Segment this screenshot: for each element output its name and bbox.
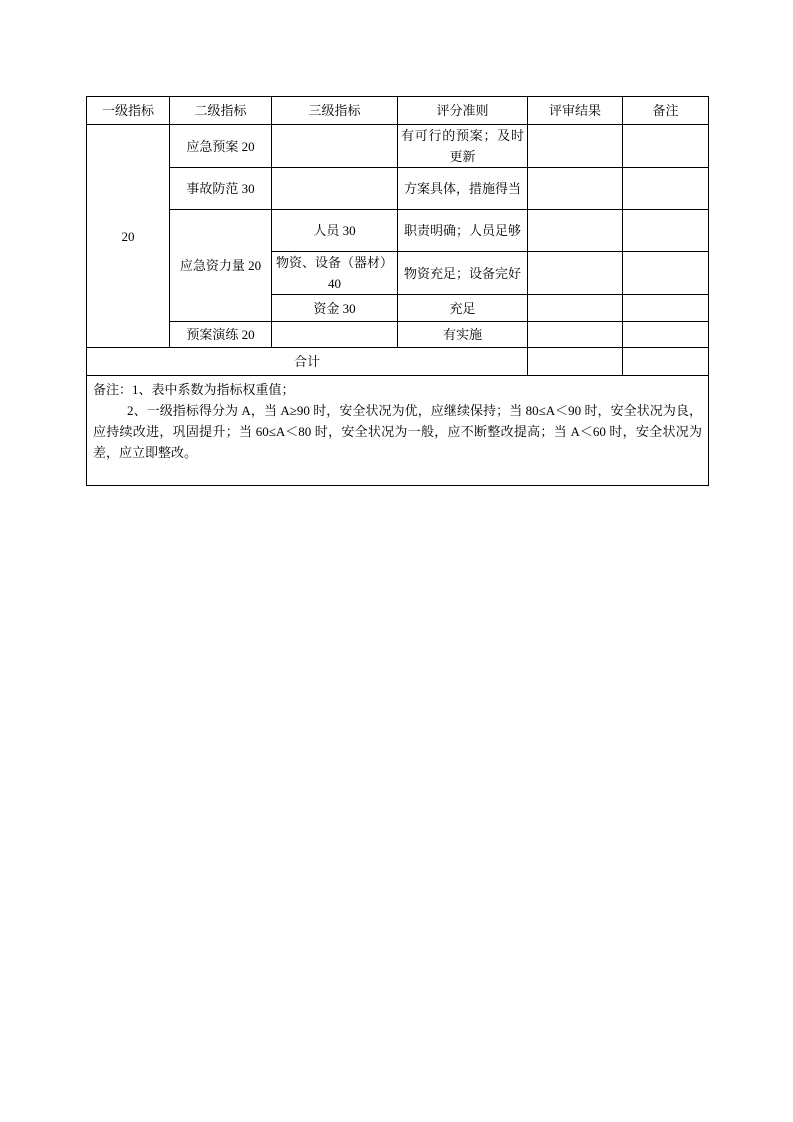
remark-cell[interactable] — [623, 125, 709, 168]
level3-cell: 人员 30 — [272, 210, 398, 252]
criteria-cell: 有实施 — [398, 322, 528, 348]
result-cell[interactable] — [528, 252, 623, 295]
result-cell[interactable] — [528, 168, 623, 210]
total-result-cell[interactable] — [528, 348, 623, 376]
note-line-2-wrap — [93, 400, 702, 463]
result-cell[interactable] — [528, 322, 623, 348]
notes-cell — [87, 376, 709, 486]
remark-cell[interactable] — [623, 252, 709, 295]
level3-cell — [272, 125, 398, 168]
level2-cell: 预案演练 20 — [170, 322, 272, 348]
remark-cell[interactable] — [623, 322, 709, 348]
note-line-2: 2、一级指标得分为 A，当 A≥90 时，安全状况为优，应继续保持；当 80≤A＜90 时，安全状况为良，应持续改进，巩固提升；当 60≤A＜80 时，安全状况为一般，应不断整改提高；当 A＜60 时，安全状况为差，应立即整改。 — [93, 403, 702, 460]
header-level3: 三级指标 — [272, 97, 398, 125]
criteria-text: 物资充足；设备完好 — [403, 265, 521, 281]
criteria-cell — [398, 125, 528, 168]
table-header-row — [87, 97, 709, 125]
header-remark: 备注 — [623, 97, 709, 125]
result-cell[interactable] — [528, 210, 623, 252]
level2-cell: 应急预案 20 — [170, 125, 272, 168]
evaluation-table — [86, 96, 709, 486]
table-row — [87, 168, 709, 210]
total-row — [87, 348, 709, 376]
remark-cell[interactable] — [623, 295, 709, 322]
header-level2: 二级指标 — [170, 97, 272, 125]
remark-cell[interactable] — [623, 210, 709, 252]
result-cell[interactable] — [528, 125, 623, 168]
note-line-1: 备注：1、表中系数为指标权重值； — [93, 382, 295, 397]
criteria-cell — [398, 210, 528, 252]
criteria-text: 有可行的预案；及时更新 — [401, 128, 524, 164]
header-result: 评审结果 — [528, 97, 623, 125]
criteria-text: 职责明确；人员足够 — [403, 223, 521, 238]
total-label: 合计 — [87, 348, 528, 376]
level1-score: 20 — [87, 125, 170, 348]
criteria-cell: 充足 — [398, 295, 528, 322]
level2-cell: 应急资力量 20 — [170, 210, 272, 322]
level2-cell: 事故防范 30 — [170, 168, 272, 210]
level3-cell — [272, 168, 398, 210]
table-row — [87, 125, 709, 168]
header-level1: 一级指标 — [87, 97, 170, 125]
criteria-text: 方案具体，措施得当 — [403, 181, 521, 196]
level3-cell — [272, 322, 398, 348]
level3-cell: 资金 30 — [272, 295, 398, 322]
level3-cell: 物资、设备（器材）40 — [272, 252, 398, 295]
table-row — [87, 322, 709, 348]
result-cell[interactable] — [528, 295, 623, 322]
notes-row — [87, 376, 709, 486]
criteria-cell — [398, 252, 528, 295]
header-criteria: 评分准则 — [398, 97, 528, 125]
remark-cell[interactable] — [623, 168, 709, 210]
criteria-cell — [398, 168, 528, 210]
table-row — [87, 210, 709, 252]
total-remark-cell[interactable] — [623, 348, 709, 376]
